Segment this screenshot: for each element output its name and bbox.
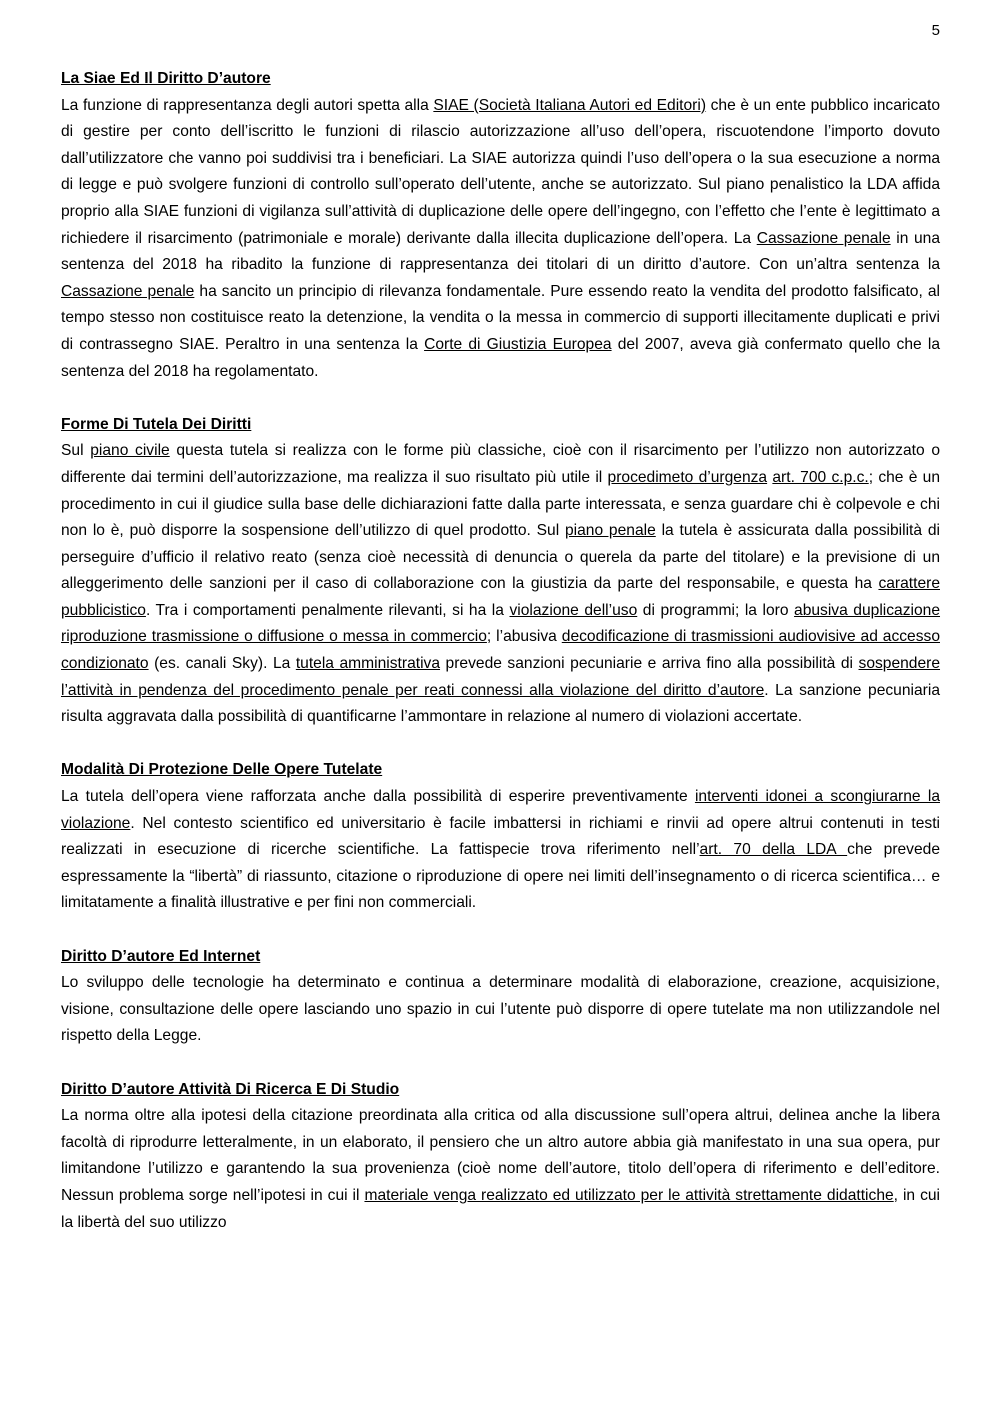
underlined-term: SIAE (Società Italiana Autori ed Editori) [433, 96, 707, 114]
underlined-term: tutela amministrativa [295, 655, 441, 673]
section-body: La tutela dell’opera viene rafforzata anche dalla possibilità di esperire preventivamente interventi idonei a scongiurarne la violazione. Nel contesto scientifico ed universitario è facile imbattersi in richiami e rinvii ad opere altrui contenuti in testi realizzati in esecuzione di ricerche scientifiche. La fattispecie trova riferimento nell’art. 70 della LDA che prevede espressamente la “libertà” di riassunto, citazione o riproduzione di opere nei limiti dell’insegnamento o di ricerca scientifica… e limitatamente a finalità illustrative e per fini non commerciali. [61, 788, 940, 912]
section-internet [61, 944, 940, 1050]
section-title: Forme Di Tutela Dei Diritti [61, 415, 252, 433]
section-title: Diritto D’autore Ed Internet [61, 947, 261, 965]
underlined-term: Corte di Giustizia Europea [424, 335, 612, 353]
underlined-term: carattere pubblicistico [61, 575, 940, 619]
underlined-term: materiale venga realizzato ed utilizzato per le attività strettamente didattiche [364, 1186, 894, 1204]
section-body: La norma oltre alla ipotesi della citazione preordinata alla critica od alla discussione sull’opera altrui, delinea anche la libera facoltà di riprodurre letteralmente, in un elaborato, il pensiero che un altro autore abbia già manifestato in una sua opera, pur limitandone l’utilizzo e garantendo la sua provenienza (cioè nome dell’autore, titolo dell’opera di riferimento e dell’editore. Nessun problema sorge nell’ipotesi in cui il materiale venga realizzato ed utilizzato per le attività strettamente didattiche, in cui la libertà del suo utilizzo [61, 1107, 941, 1231]
underlined-term: procedimeto d’urgenza [607, 468, 768, 486]
section-body: La funzione di rappresentanza degli autori spetta alla SIAE (Società Italiana Autori ed Editori) che è un ente pubblico incaricato di gestire per conto dell’iscritto le funzioni di rilascio autorizzazione all’uso dell’opera, riscuotendone l’importo dovuto dall’utilizzatore che vanno poi suddivisi tra i beneficiari. La SIAE autorizza quindi l’uso dell’opera o la sua esecuzione a norma di legge e può svolgere funzioni di controllo sull’operato dell’utente, anche se autorizzato. Sul piano penalistico la LDA affida proprio alla SIAE funzioni di vigilanza sull’attività di duplicazione delle opere dell’ingegno, con l’effetto che l’ente è legittimato a richiedere il risarcimento (patrimoniale e morale) derivante dalla illecita duplicazione dell’opera. La Cassazione penale in una sentenza del 2018 ha ribadito la funzione di rappresentanza dei titolari di un diritto d’autore. Con un’altra sentenza la Cassazione penale ha sancito un principio di rilevanza fondamentale. Pure essendo reato la vendita del prodotto falsificato, al tempo stesso non costituisce reato la detenzione, la vendita o la messa in commercio di supporti illecitamente duplicati e privi di contrassegno SIAE. Peraltro in una sentenza la Corte di Giustizia Europea del 2007, aveva già confermato quello che la sentenza del 2018 ha regolamentato. [61, 96, 940, 380]
underlined-term: piano civile [90, 442, 170, 460]
underlined-term: interventi idonei a scongiurarne la violazione [61, 788, 940, 832]
underlined-term: abusiva duplicazione riproduzione trasmissione o diffusione o messa in commercio [61, 601, 941, 646]
page-number: 5 [931, 22, 940, 39]
underlined-term: art. 70 della LDA [699, 841, 848, 859]
section-modalita-protezione [61, 757, 940, 917]
section-body: Lo sviluppo delle tecnologie ha determinato e continua a determinare modalità di elaborazione, creazione, acquisizione, visione, consultazione delle opere lasciando uno spazio in cui l’utente può disporre di opere tutelate ma non utilizzandole nel rispetto della Legge. [61, 974, 940, 1045]
underlined-term: decodificazione di trasmissioni audiovisive ad accesso condizionato [61, 628, 940, 673]
underlined-term: piano penale [564, 522, 656, 540]
underlined-term: sospendere l’attività in pendenza del procedimento penale per reati connessi alla violazione del diritto d’autore [61, 655, 941, 699]
underlined-term: violazione dell’uso [509, 601, 638, 619]
underlined-term: Cassazione penale [61, 282, 195, 300]
document-body [61, 66, 940, 1236]
section-title: Modalità Di Protezione Delle Opere Tutelate [61, 761, 383, 779]
underlined-term: art. 700 c.p.c. [772, 468, 869, 486]
section-title: Diritto D’autore Attività Di Ricerca E Di Studio [61, 1080, 400, 1098]
underlined-term: Cassazione penale [756, 229, 891, 247]
section-ricerca-studio [61, 1077, 940, 1237]
section-title: La Siae Ed Il Diritto D’autore [61, 70, 271, 87]
section-forme-tutela [61, 412, 940, 731]
section-siae [61, 66, 940, 385]
section-body: Sul piano civile questa tutela si realizza con le forme più classiche, cioè con il risarcimento per l’utilizzo non autorizzato o differente dai termini dell’autorizzazione, ma realizza il suo risultato più utile il procedimeto d’urgenza art. 700 c.p.c.; che è un procedimento in cui il giudice sulla base delle dichiarazioni fatte dalla parte interessata, e senza guardare chi è colpevole e chi non lo è, può disporre la sospensione dell’utilizzo di quel prodotto. Sul piano penale la tutela è assicurata dalla possibilità di perseguire d’ufficio il relativo reato (senza cioè necessità di denuncia o querela da parte del titolare) e la previsione di un alleggerimento delle sanzioni per il caso di collaborazione con la giustizia da parte del responsabile, e questa ha carattere pubblicistico. Tra i comportamenti penalmente rilevanti, si ha la violazione dell’uso di programmi; la loro abusiva duplicazione riproduzione trasmissione o diffusione o messa in commercio; l’abusiva decodificazione di trasmissioni audiovisive ad accesso condizionato (es. canali Sky). La tutela amministrativa prevede sanzioni pecuniarie e arriva fino alla possibilità di sospendere l’attività in pendenza del procedimento penale per reati connessi alla violazione del diritto d’autore. La sanzione pecuniaria risulta aggravata dalla possibilità di quantificarne l’ammontare in relazione al numero di violazioni accertate. [61, 442, 941, 726]
